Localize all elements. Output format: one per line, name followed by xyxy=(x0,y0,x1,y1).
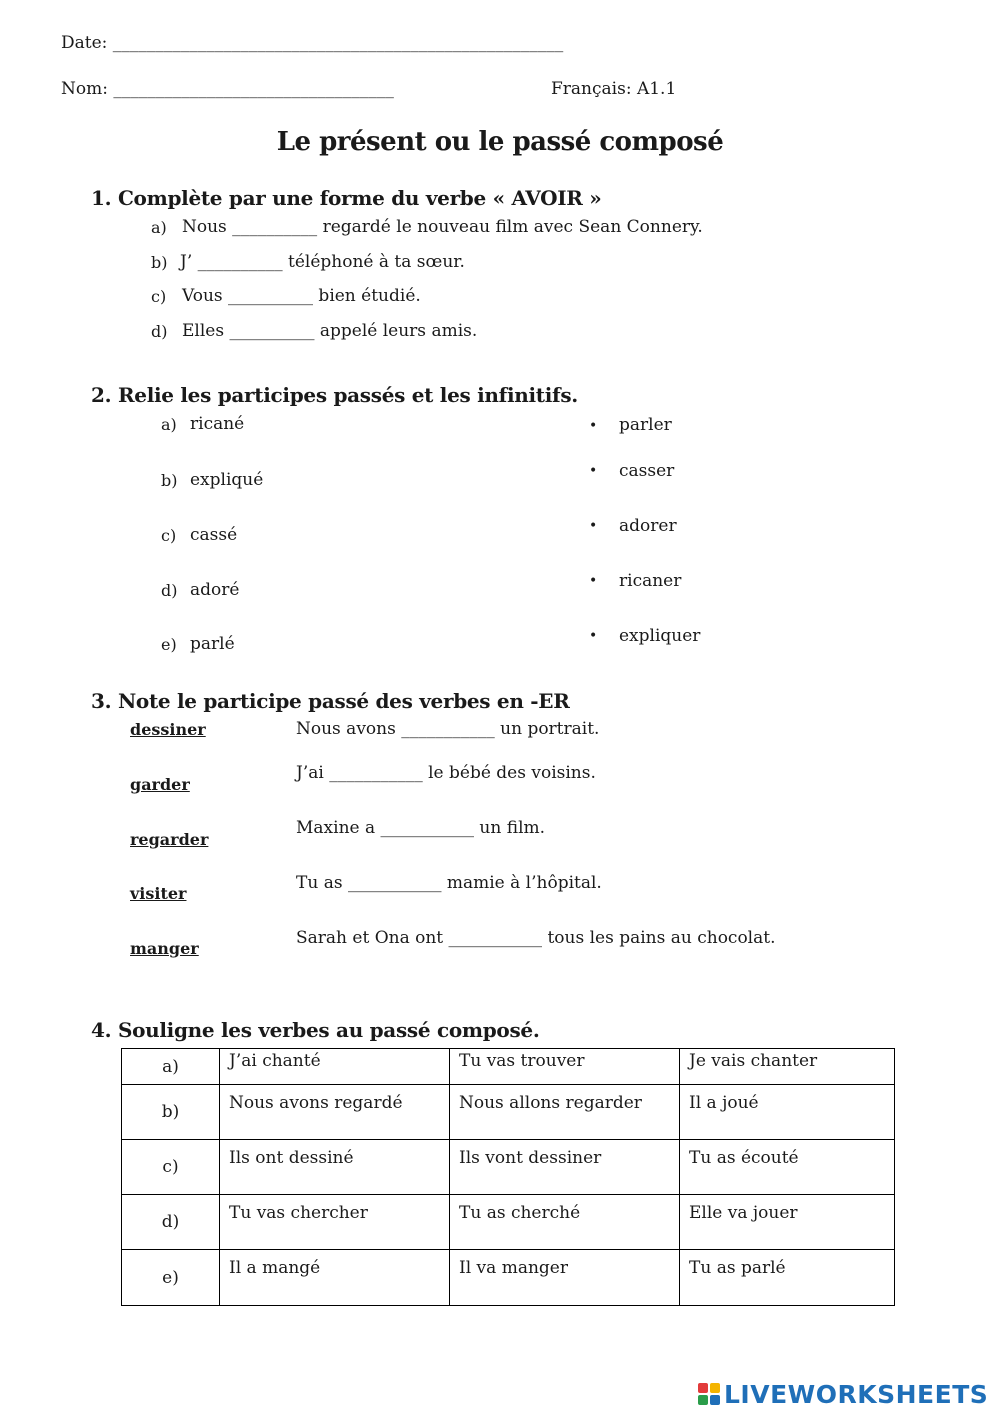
section-4-heading: 4. Souligne les verbes au passé composé. xyxy=(91,1018,540,1042)
s1-item-letter: a) xyxy=(151,218,167,237)
date-line: Date: _____________________________________________________ xyxy=(61,33,564,53)
s3-verb: manger xyxy=(130,939,199,958)
s3-sentence: Nous avons ___________ un portrait. xyxy=(296,719,600,739)
table-row xyxy=(122,1049,895,1085)
page-title: Le présent ou le passé composé xyxy=(276,127,724,157)
table-cell[interactable]: Tu as écouté xyxy=(680,1140,895,1195)
s1-item-text: Vous __________ bien étudié. xyxy=(182,286,421,306)
bullet-icon: • xyxy=(589,518,598,534)
bullet-icon: • xyxy=(589,573,598,589)
s2-participle: parlé xyxy=(190,634,235,654)
s2-infinitive: casser xyxy=(619,461,675,481)
row-letter: c) xyxy=(122,1140,220,1195)
table-cell[interactable]: Tu vas trouver xyxy=(450,1049,680,1085)
logo-text: LIVEWORKSHEETS xyxy=(724,1379,989,1409)
table-cell[interactable]: Il va manger xyxy=(450,1250,680,1306)
logo-block xyxy=(710,1383,720,1393)
s2-infinitive: parler xyxy=(619,415,672,435)
s2-participle-letter: d) xyxy=(161,581,178,600)
table-cell[interactable]: J’ai chanté xyxy=(220,1049,450,1085)
logo-block xyxy=(698,1383,708,1393)
s2-participle: expliqué xyxy=(190,470,264,490)
row-letter: a) xyxy=(122,1049,220,1085)
table-cell[interactable]: Tu as parlé xyxy=(680,1250,895,1306)
table-cell[interactable]: Elle va jouer xyxy=(680,1195,895,1250)
table-cell[interactable]: Tu vas chercher xyxy=(220,1195,450,1250)
level-label: Français: A1.1 xyxy=(551,79,677,99)
s3-sentence: Sarah et Ona ont ___________ tous les pains au chocolat. xyxy=(296,928,776,948)
s2-participle-letter: c) xyxy=(161,526,177,545)
table-row xyxy=(122,1195,895,1250)
s2-infinitive: adorer xyxy=(619,516,677,536)
table-cell[interactable]: Je vais chanter xyxy=(680,1049,895,1085)
liveworksheets-logo xyxy=(698,1378,988,1410)
table-cell[interactable]: Tu as cherché xyxy=(450,1195,680,1250)
section-3-heading: 3. Note le participe passé des verbes en -ER xyxy=(91,689,570,713)
s2-participle: ricané xyxy=(190,414,245,434)
table-cell[interactable]: Nous allons regarder xyxy=(450,1085,680,1140)
s3-verb: visiter xyxy=(130,884,187,903)
section-1-heading: 1. Complète par une forme du verbe « AVOIR » xyxy=(91,186,602,210)
table-cell[interactable]: Nous avons regardé xyxy=(220,1085,450,1140)
s1-item-text: Nous __________ regardé le nouveau film avec Sean Connery. xyxy=(182,217,703,237)
table-cell[interactable]: Il a mangé xyxy=(220,1250,450,1306)
logo-block xyxy=(698,1395,708,1405)
table-row xyxy=(122,1085,895,1140)
s2-participle: adoré xyxy=(190,580,240,600)
bullet-icon: • xyxy=(589,418,598,434)
s1-item-letter: b) xyxy=(151,253,168,272)
table-row xyxy=(122,1140,895,1195)
name-line: Nom: _________________________________ xyxy=(61,79,394,99)
logo-blocks-icon xyxy=(698,1383,720,1405)
s1-item-letter: d) xyxy=(151,322,168,341)
table-cell[interactable]: Ils vont dessiner xyxy=(450,1140,680,1195)
logo-block xyxy=(710,1395,720,1405)
s2-participle-letter: a) xyxy=(161,415,177,434)
s3-verb: regarder xyxy=(130,830,209,849)
s3-sentence: Maxine a ___________ un film. xyxy=(296,818,546,838)
s3-verb: garder xyxy=(130,775,190,794)
s1-item-text: J’ __________ téléphoné à ta sœur. xyxy=(180,252,465,272)
s2-participle: cassé xyxy=(190,525,238,545)
s2-infinitive: expliquer xyxy=(619,626,701,646)
table-cell[interactable]: Ils ont dessiné xyxy=(220,1140,450,1195)
verbs-table xyxy=(121,1048,895,1306)
row-letter: b) xyxy=(122,1085,220,1140)
table-cell[interactable]: Il a joué xyxy=(680,1085,895,1140)
s2-participle-letter: e) xyxy=(161,635,177,654)
s3-sentence: Tu as ___________ mamie à l’hôpital. xyxy=(296,873,602,893)
s2-participle-letter: b) xyxy=(161,471,178,490)
bullet-icon: • xyxy=(589,628,598,644)
s1-item-letter: c) xyxy=(151,287,167,306)
row-letter: e) xyxy=(122,1250,220,1306)
section-2-heading: 2. Relie les participes passés et les infinitifs. xyxy=(91,383,578,407)
s2-infinitive: ricaner xyxy=(619,571,682,591)
s3-sentence: J’ai ___________ le bébé des voisins. xyxy=(296,763,596,783)
bullet-icon: • xyxy=(589,463,598,479)
s1-item-text: Elles __________ appelé leurs amis. xyxy=(182,321,478,341)
row-letter: d) xyxy=(122,1195,220,1250)
table-row xyxy=(122,1250,895,1306)
s3-verb: dessiner xyxy=(130,720,206,739)
